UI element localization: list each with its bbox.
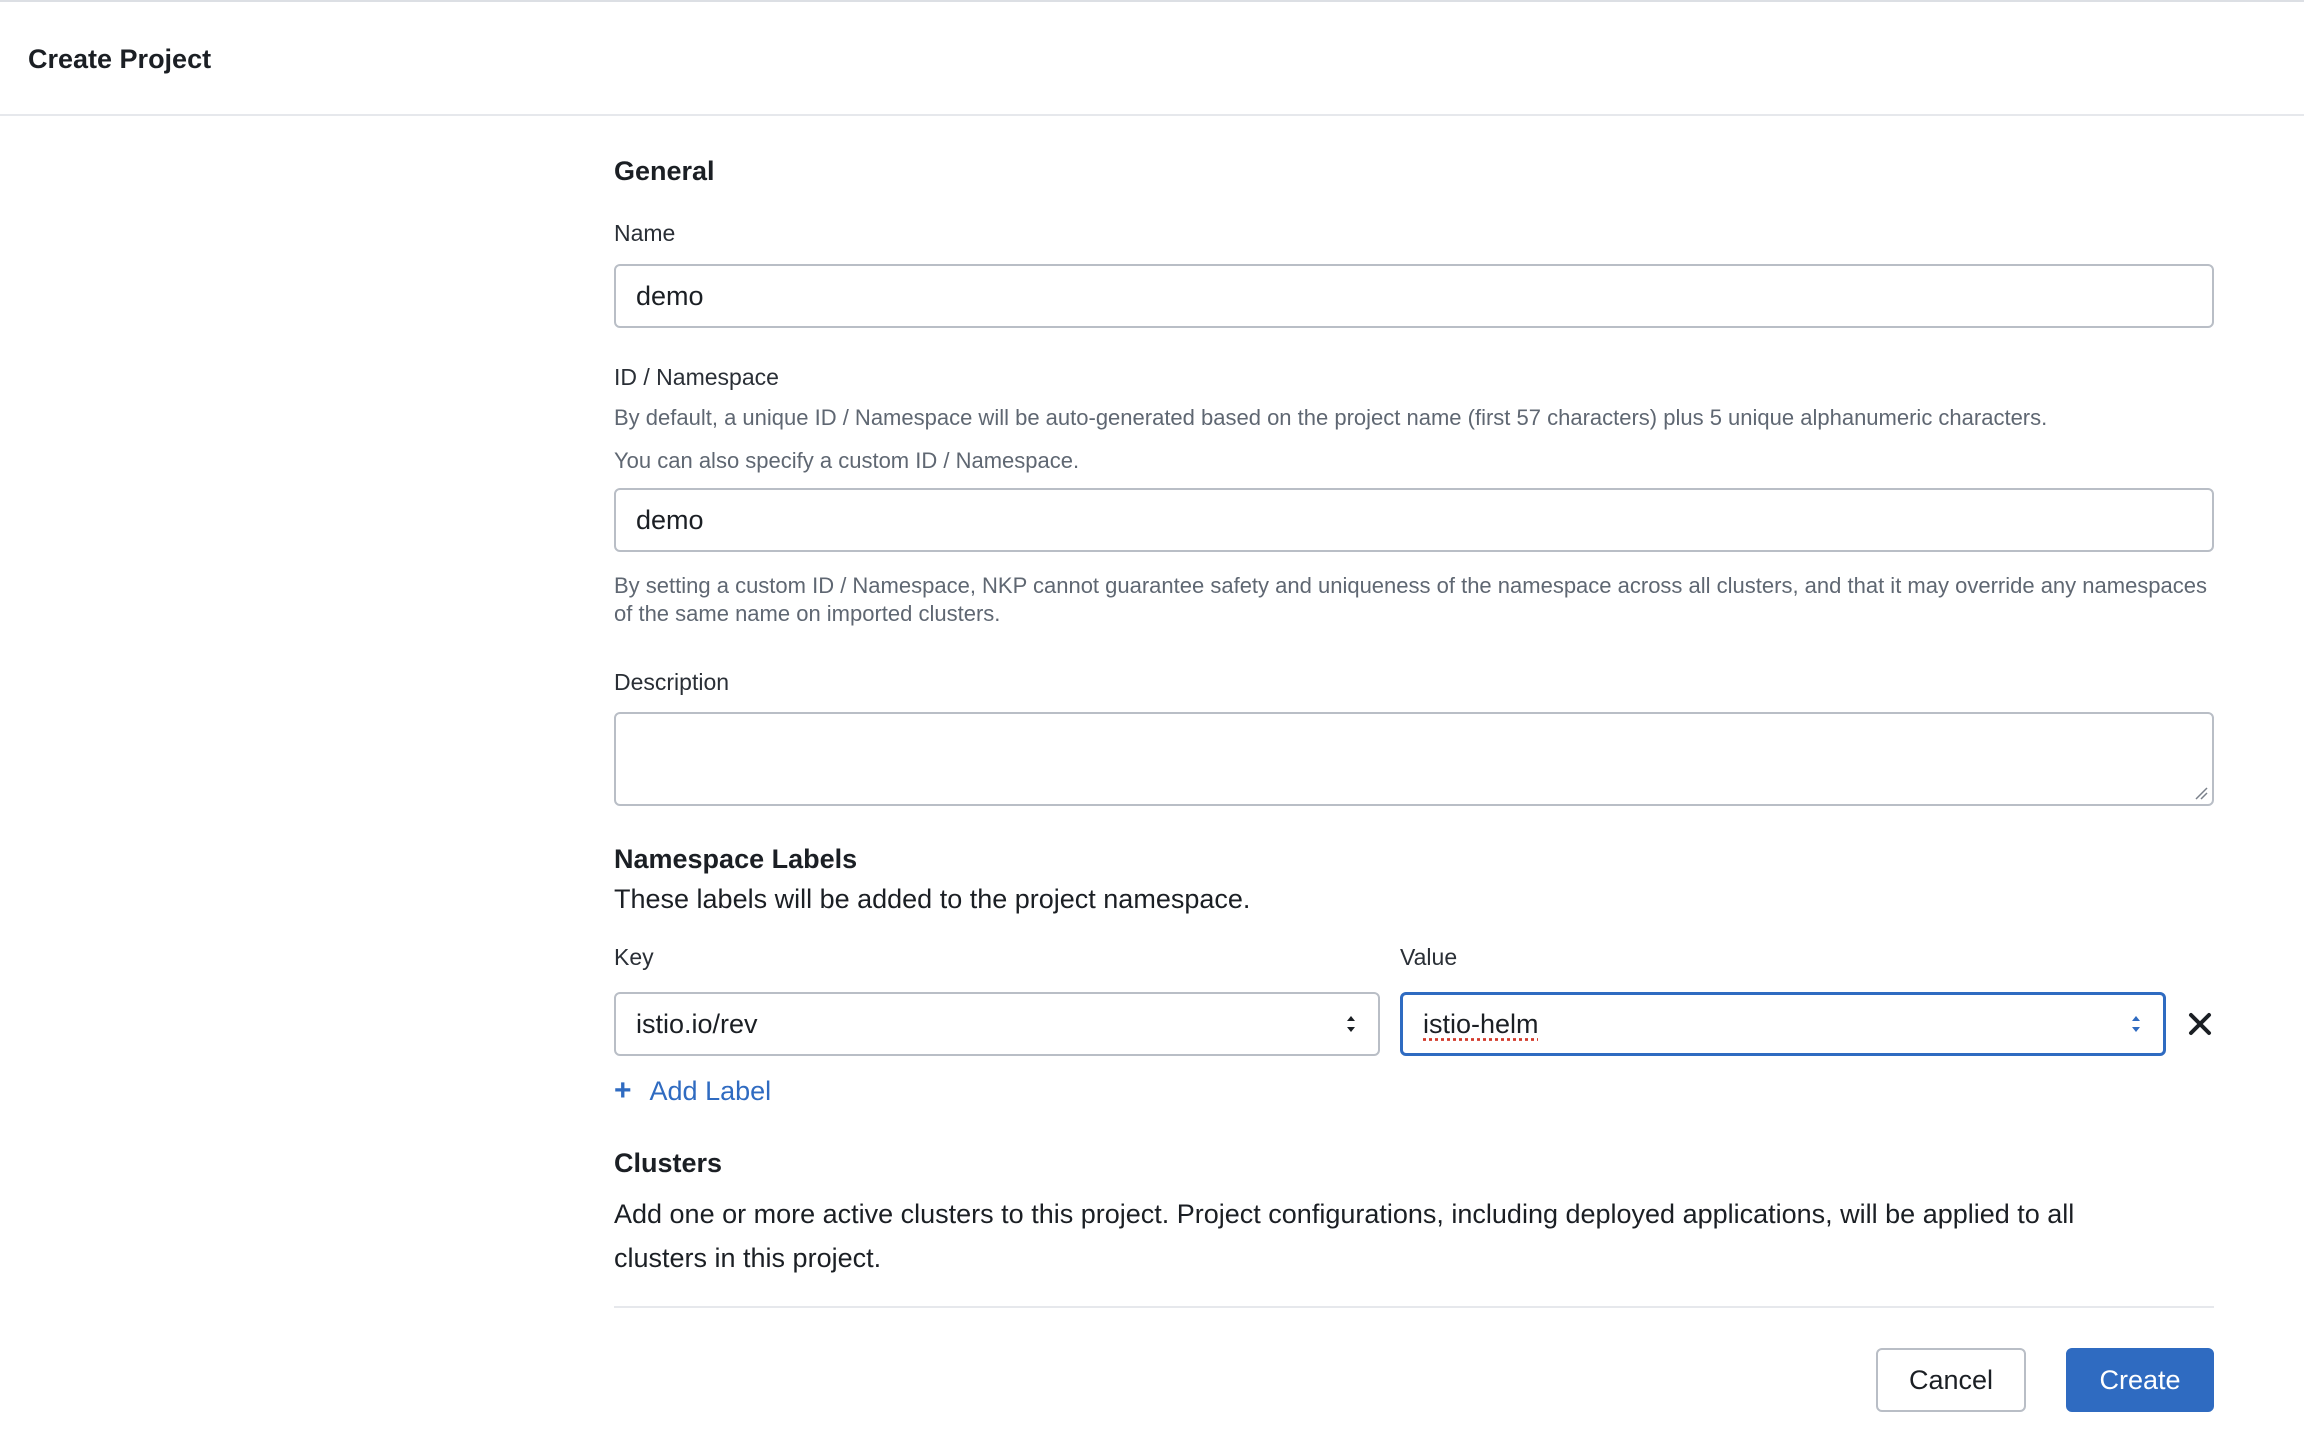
close-x-icon xyxy=(2188,1012,2212,1036)
resize-grip-icon[interactable] xyxy=(2194,786,2208,800)
cancel-button[interactable]: Cancel xyxy=(1876,1348,2026,1412)
page-title: Create Project xyxy=(28,44,212,74)
add-label-text: Add Label xyxy=(649,1075,772,1106)
namespace-labels-title: Namespace Labels xyxy=(614,844,858,874)
id-namespace-warning: By setting a custom ID / Namespace, NKP cannot guarantee safety and uniqueness of the namespace across all clusters, and that it may override any namespaces of the same name on imported clusters. xyxy=(614,573,2208,626)
id-namespace-help-line1: By default, a unique ID / Namespace will be auto-generated based on the project name (first 57 characters) plus 5 unique alphanumeric characters. xyxy=(614,405,2048,430)
add-label-button[interactable] xyxy=(614,1074,771,1108)
id-namespace-label: ID / Namespace xyxy=(614,364,779,390)
create-project-form xyxy=(614,116,2214,1442)
clusters-description: Add one or more active clusters to this project. Project configurations, including deployed applications, will be applied to all clusters in this project. xyxy=(614,1199,2075,1273)
select-sort-icon xyxy=(2129,1013,2143,1035)
label-key-header: Key xyxy=(614,944,654,970)
general-section-title: General xyxy=(614,156,715,186)
page-header xyxy=(0,2,2304,116)
label-key-value: istio.io/rev xyxy=(636,1008,758,1039)
id-namespace-input[interactable] xyxy=(614,488,2214,552)
namespace-labels-subtitle: These labels will be added to the project namespace. xyxy=(614,884,1251,914)
create-button[interactable]: Create xyxy=(2066,1348,2214,1412)
description-textarea[interactable] xyxy=(614,712,2214,806)
remove-label-button[interactable] xyxy=(2184,1008,2216,1040)
select-sort-icon xyxy=(1344,1013,1358,1035)
footer-divider xyxy=(614,1306,2214,1308)
label-value-value: istio-helm xyxy=(1423,1008,1539,1039)
name-input[interactable] xyxy=(614,264,2214,328)
description-field-wrapper xyxy=(614,712,2214,806)
label-value-select[interactable] xyxy=(1400,992,2166,1056)
label-key-select[interactable] xyxy=(614,992,1380,1056)
label-value-header: Value xyxy=(1400,944,1458,970)
clusters-section-title: Clusters xyxy=(614,1148,723,1178)
description-label: Description xyxy=(614,669,730,695)
id-namespace-help-line2: You can also specify a custom ID / Namespace. xyxy=(614,448,1080,473)
plus-icon: + xyxy=(614,1074,632,1107)
name-label: Name xyxy=(614,220,676,246)
